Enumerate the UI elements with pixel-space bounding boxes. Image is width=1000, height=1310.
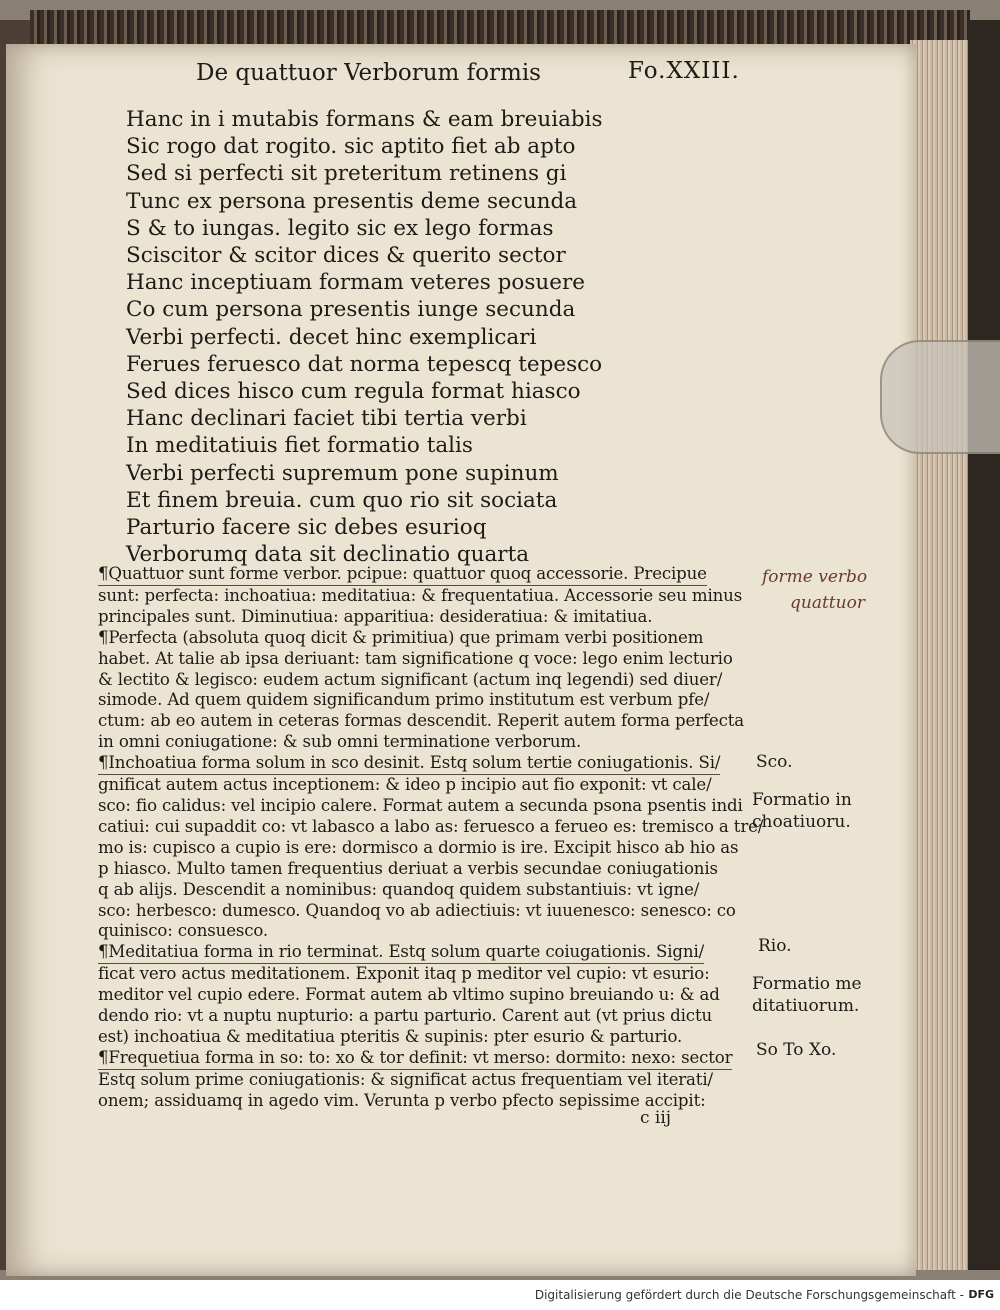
prose-line: ¶Perfecta (absoluta quoq dicit & primitiua) que primam verbi positionem bbox=[98, 627, 704, 647]
prose-line: est) inchoatiua & meditatiua pteritis & supinis: pter esurio & parturio. bbox=[98, 1026, 683, 1046]
folio-number: Fo.XXIII. bbox=[628, 58, 740, 84]
verse-line: Ferues feruesco dat norma tepescq tepesco bbox=[126, 351, 603, 377]
prose-line: p hiasco. Multo tamen frequentius deriuat a verbis secundae coniugationis bbox=[98, 858, 718, 878]
verse-line: S & to iungas. legito sic ex lego formas bbox=[126, 215, 554, 241]
verse-line: Verborumq data sit declinatio quarta bbox=[126, 542, 530, 568]
verse-line: Verbi perfecti. decet hinc exemplicari bbox=[126, 324, 537, 350]
verse-line: Sciscitor & scitor dices & querito sector bbox=[126, 243, 566, 269]
footer-credit: Digitalisierung gefördert durch die Deutsche Forschungsgemeinschaft - bbox=[534, 1288, 964, 1302]
prose-line: quinisco: consuesco. bbox=[98, 921, 269, 941]
commentary-block bbox=[98, 564, 764, 1112]
prose-line: sunt: perfecta: inchoatiua: meditatiua: & frequentatiua. Accessorie seu minus bbox=[98, 585, 743, 605]
prose-line: meditor vel cupio edere. Format autem ab vltimo supino breuiando u: & ad bbox=[98, 985, 720, 1005]
verse-block bbox=[126, 106, 646, 568]
verse-line: Sic rogo dat rogito. sic aptito fiet ab apto bbox=[126, 134, 576, 160]
margin-note-formatio-meditatiuorum: ditatiuorum. bbox=[752, 996, 860, 1016]
signature-mark: c iij bbox=[640, 1108, 672, 1128]
margin-note-rio: Rio. bbox=[758, 936, 792, 956]
prose-line: dendo rio: vt a nuptu nupturio: a partu parturio. Carent aut (vt prius dictu bbox=[98, 1006, 713, 1026]
verse-line: Parturio facere sic debes esurioq bbox=[126, 515, 487, 541]
handwritten-note: quattuor bbox=[790, 593, 865, 613]
margin-note-so-to-xo: So To Xo. bbox=[756, 1040, 837, 1060]
prose-line: ¶Frequetiua forma in so: to: xo & tor definit: vt merso: dormito: nexo: sector bbox=[98, 1048, 732, 1070]
prose-line: ¶Meditatiua forma in rio terminat. Estq solum quarte coiugationis. Signi/ bbox=[98, 942, 704, 964]
prose-line: Estq solum prime coniugationis: & significat actus frequentiam vel iterati/ bbox=[98, 1069, 713, 1089]
prose-line: gnificat autem actus inceptionem: & ideo p incipio aut fio exponit: vt cale/ bbox=[98, 775, 712, 795]
prose-line: & lectito & legisco: eudem actum significant (actum inq legendi) sed diuer/ bbox=[98, 669, 723, 689]
prose-line: onem; assiduamq in agedo vim. Verunta p verbo pfecto sepissime accipit: bbox=[98, 1090, 706, 1110]
page-clip bbox=[880, 340, 1000, 454]
prose-line: catiui: cui supaddit co: vt labasco a labo as: feruesco a ferueo es: tremisco a tre/ bbox=[98, 816, 764, 836]
verse-line: Sed si perfecti sit preteritum retinens gi bbox=[126, 161, 567, 187]
margin-note-formatio-inchoatiuorum: Formatio in bbox=[752, 790, 852, 810]
margin-note-sco: Sco. bbox=[756, 752, 793, 772]
verse-line: Verbi perfecti supremum pone supinum bbox=[126, 460, 559, 486]
prose-line: q ab alijs. Descendit a nominibus: quandoq quidem substantiuis: vt igne/ bbox=[98, 879, 700, 899]
prose-line: ¶Inchoatiua forma solum in sco desinit. Estq solum tertie coniugationis. Si/ bbox=[98, 753, 720, 775]
running-title: De quattuor Verborum formis bbox=[196, 60, 541, 86]
verse-line: Hanc declinari faciet tibi tertia verbi bbox=[126, 406, 527, 432]
verse-line: Co cum persona presentis iunge secunda bbox=[126, 297, 576, 323]
verse-line: Hanc inceptiuam formam veteres posuere bbox=[126, 270, 585, 296]
prose-line: simode. Ad quem quidem significandum primo institutum est verbum pfe/ bbox=[98, 690, 710, 710]
verse-line: Sed dices hisco cum regula format hiasco bbox=[126, 379, 581, 405]
prose-line: principales sunt. Diminutiua: apparitiua: desideratiua: & imitatiua. bbox=[98, 606, 653, 626]
verse-line: Hanc in i mutabis formans & eam breuiabis bbox=[126, 107, 603, 132]
footer-bar bbox=[0, 1280, 1000, 1310]
margin-note-formatio-inchoatiuorum: choatiuoru. bbox=[752, 812, 851, 832]
prose-line: sco: fio calidus: vel incipio calere. Format autem a secunda psona psentis indi bbox=[98, 795, 743, 815]
margin-note-formatio-meditatiuorum: Formatio me bbox=[752, 974, 862, 994]
handwritten-note: forme verbo bbox=[762, 567, 868, 587]
prose-line: ficat vero actus meditationem. Exponit itaq p meditor vel cupio: vt esurio: bbox=[98, 964, 710, 984]
book-right-cover bbox=[968, 20, 1000, 1270]
prose-line: mo is: cupisco a cupio is ere: dormisco a dormio is ire. Excipit hisco ab hio as bbox=[98, 837, 739, 857]
verse-line: Et finem breuia. cum quo rio sit sociata bbox=[126, 487, 558, 513]
prose-line: ctum: ab eo autem in ceteras formas descendit. Reperit autem forma perfecta bbox=[98, 711, 745, 731]
prose-line: sco: herbesco: dumesco. Quandoq vo ab adiectiuis: vt iuuenesco: senesco: co bbox=[98, 900, 736, 920]
verse-line: Tunc ex persona presentis deme secunda bbox=[126, 188, 578, 214]
dfg-logo: DFG bbox=[968, 1288, 994, 1301]
prose-line: ¶Quattuor sunt forme verbor. pcipue: quattuor quoq accessorie. Precipue bbox=[98, 564, 707, 586]
prose-line: in omni coniugatione: & sub omni terminatione verborum. bbox=[98, 732, 582, 752]
verse-line: In meditatiuis fiet formatio talis bbox=[126, 433, 473, 459]
prose-line: habet. At talie ab ipsa deriuant: tam significatione q voce: lego enim lecturio bbox=[98, 648, 733, 668]
